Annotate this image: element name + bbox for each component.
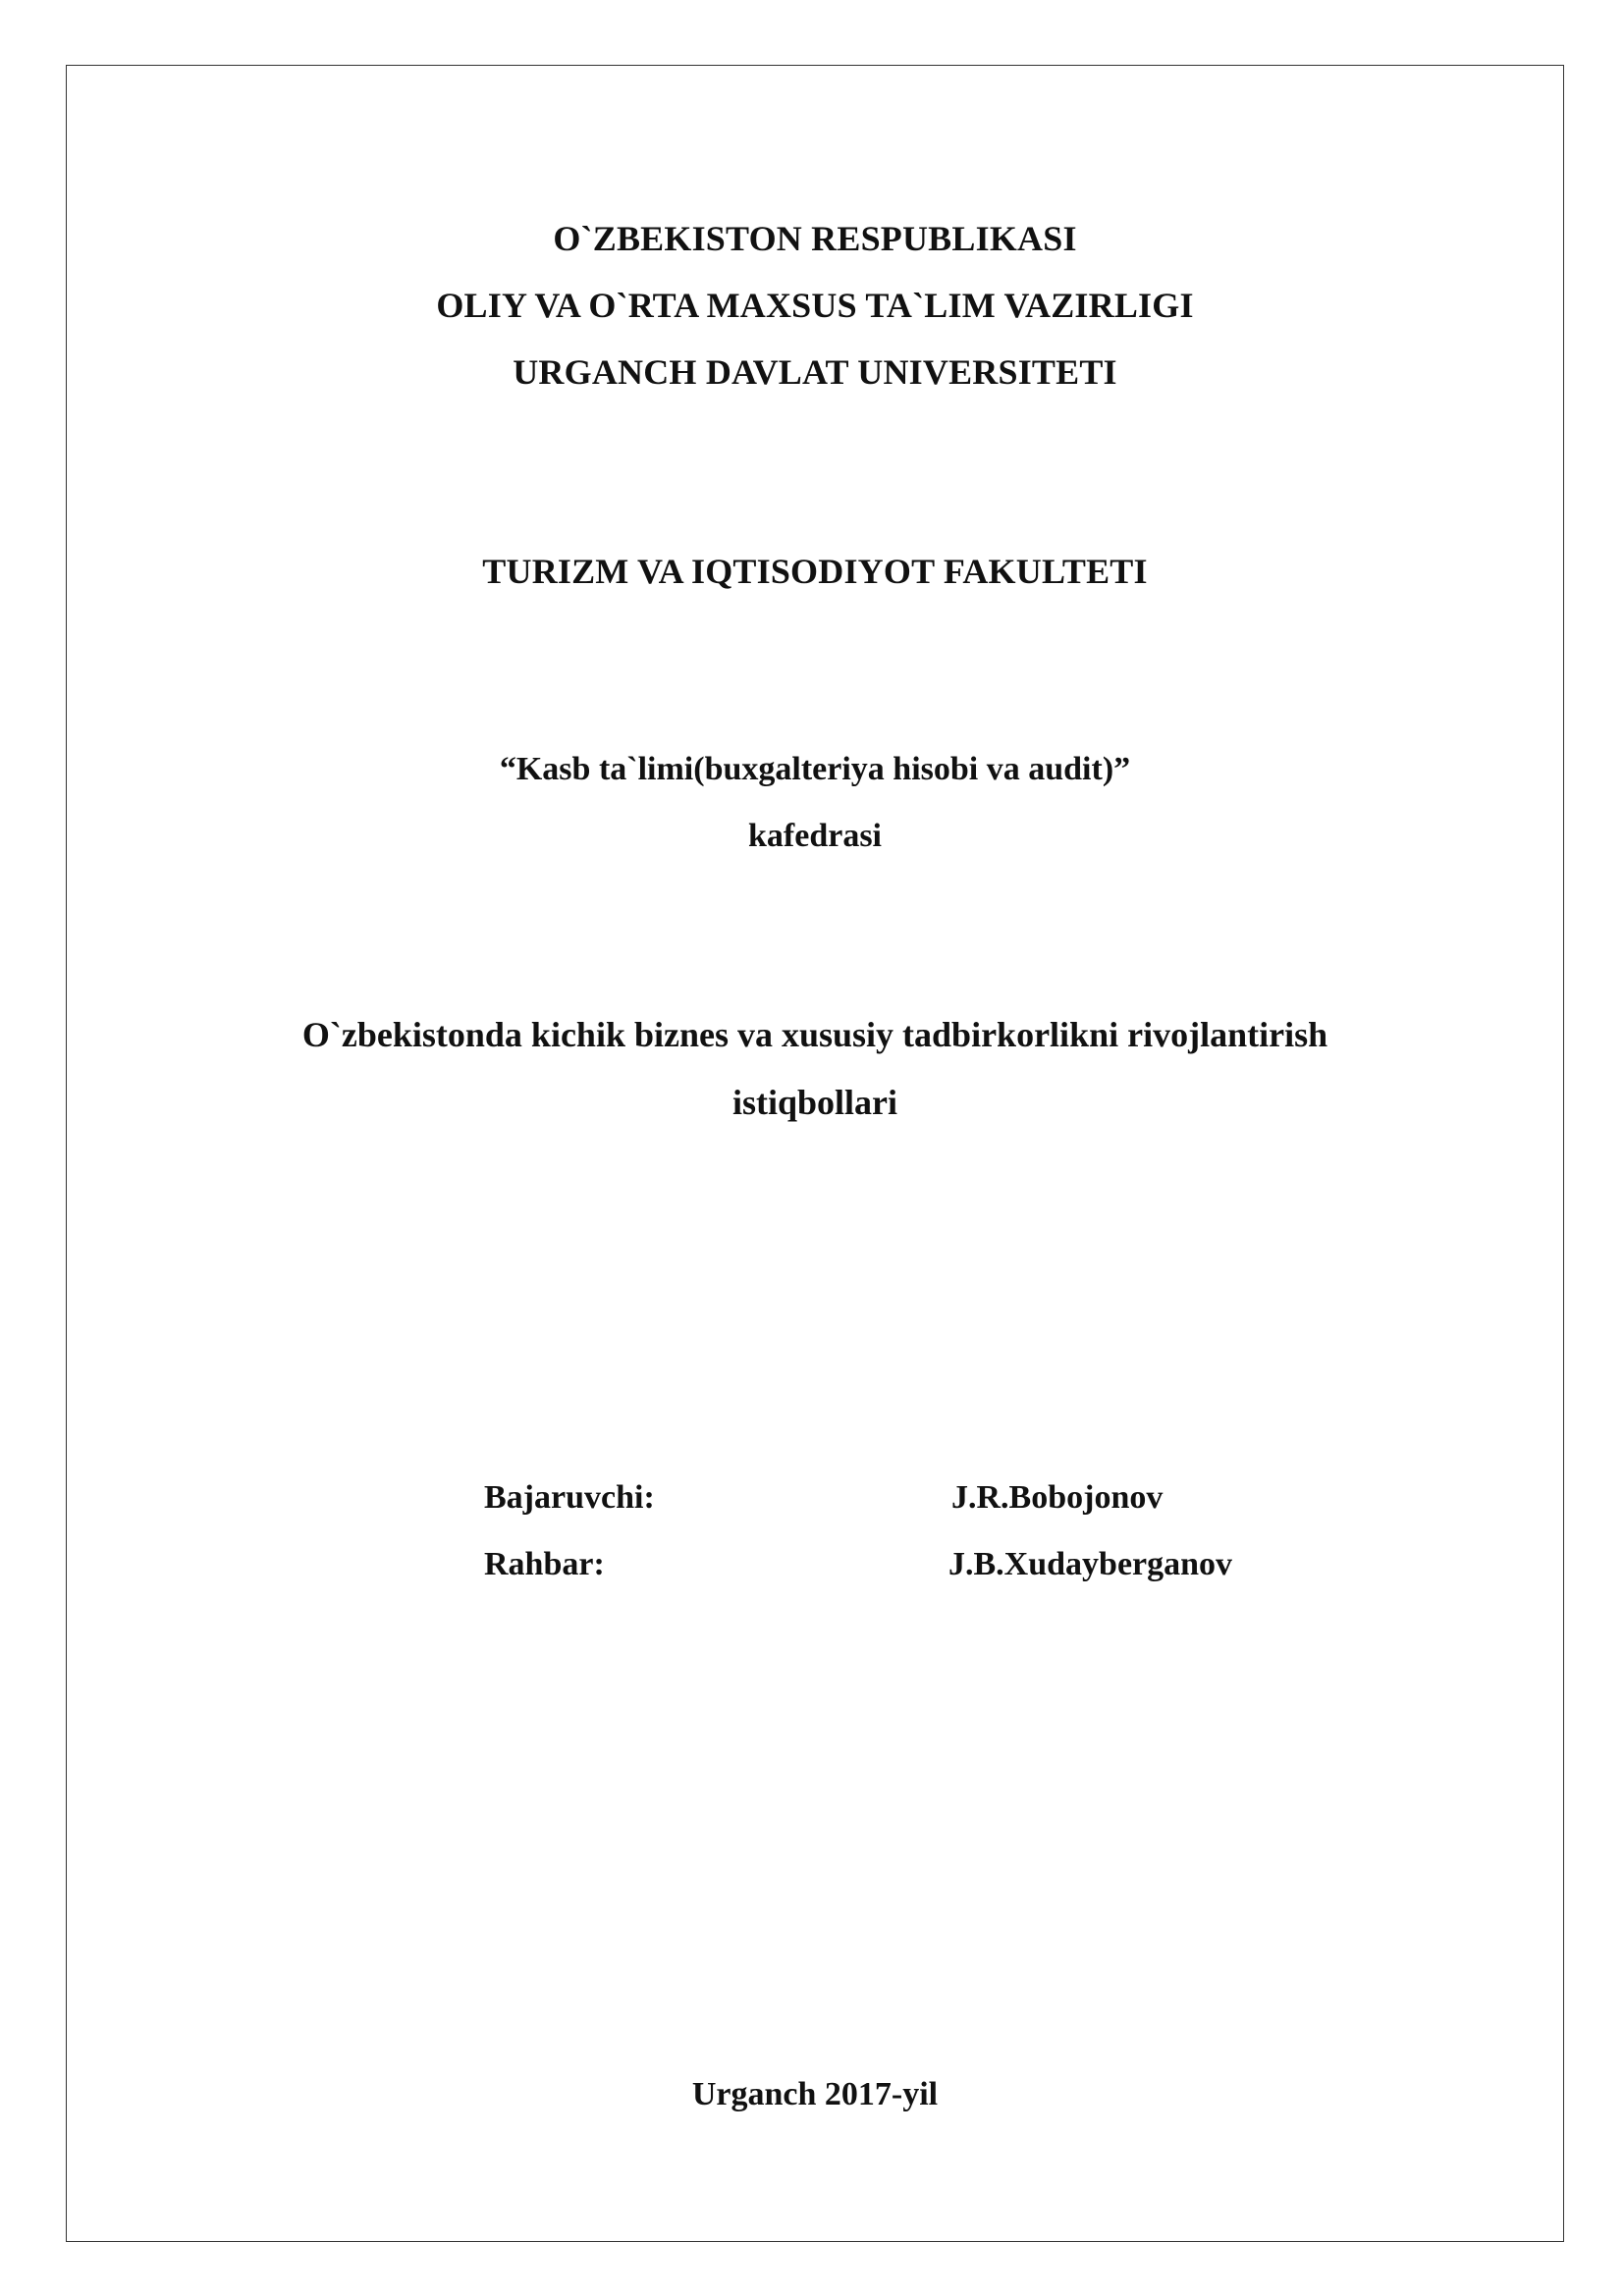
country-heading: O`ZBEKISTON RESPUBLIKASI (553, 219, 1077, 258)
department-label: kafedrasi (748, 818, 882, 854)
faculty-heading: TURIZM VA IQTISODIYOT FAKULTETI (482, 552, 1148, 591)
ministry-heading: OLIY VA O`RTA MAXSUS TA`LIM VAZIRLIGI (436, 286, 1194, 325)
university-heading: URGANCH DAVLAT UNIVERSITETI (513, 352, 1117, 392)
executor-name: J.R.Bobojonov (951, 1479, 1164, 1516)
topic-title-line-2: istiqbollari (731, 1083, 898, 1122)
department-name: “Kasb ta`limi(buxgalteriya hisobi va audit)” (499, 751, 1131, 787)
supervisor-label: Rahbar: (484, 1546, 605, 1582)
page-frame (66, 65, 1564, 2242)
executor-label: Bajaruvchi: (484, 1479, 655, 1516)
place-year: Urganch 2017-yil (691, 2076, 939, 2112)
topic-title-line-1: O`zbekistonda kichik biznes va xususiy tadbirkorlikni rivojlantirish (301, 1015, 1328, 1054)
supervisor-name: J.B.Xudayberganov (948, 1546, 1233, 1582)
